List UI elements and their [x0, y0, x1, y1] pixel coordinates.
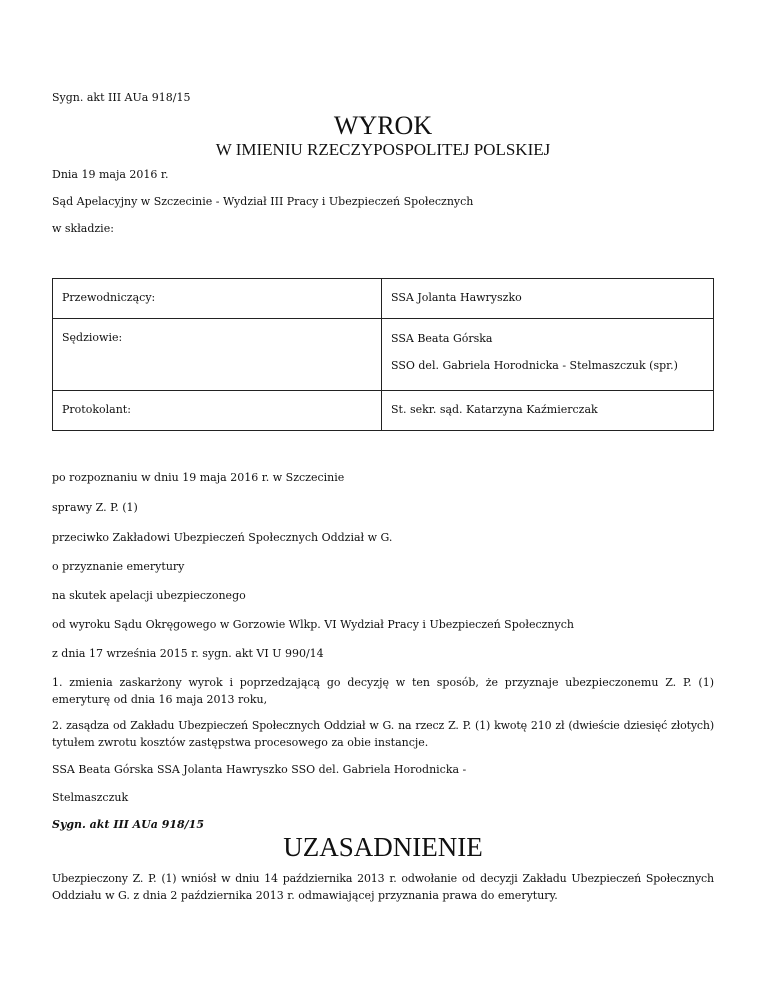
judgment-subtitle: W IMIENIU RZECZYPOSPOLITEJ POLSKIEJ [215, 140, 551, 159]
ruling-point-1 [52, 674, 714, 708]
panel-row-clerk [53, 391, 714, 431]
judges-label: Sędziowie: [53, 319, 382, 391]
judgment-date: Dnia 19 maja 2016 r. [52, 168, 169, 181]
judgment-title: WYROK [333, 111, 433, 140]
ruling-text: 1. zmienia zaskarżony wyrok i poprzedzającą go decyzję w ten sposób, że przyznaje ubezpieczonemu Z. P. (1) [52, 676, 714, 689]
justification-text: Oddziału w G. z dnia 2 października 2013 r. odmawiającej przyznania prawa do emerytury. [52, 889, 558, 902]
justification-text: Ubezpieczony Z. P. (1) wniósł w dniu 14 października 2013 r. odwołanie od decyzji Zakładu Ubezpieczeń Społecznych [52, 872, 714, 885]
court-panel-table [52, 278, 714, 431]
court-name: Sąd Apelacyjny w Szczecinie - Wydział III Pracy i Ubezpieczeń Społecznych [52, 195, 474, 208]
judges-list [382, 319, 714, 391]
proceedings-line: przeciwko Zakładowi Ubezpieczeń Społecznych Oddział w G. [52, 531, 393, 544]
justification-title: UZASADNIENIE [283, 832, 483, 862]
ruling-text: emeryturę od dnia 16 maja 2013 roku, [52, 693, 268, 706]
judge-name: SSO del. Gabriela Horodnicka - Stelmaszczuk (spr.) [391, 359, 678, 372]
chair-label: Przewodniczący: [53, 279, 382, 319]
proceedings-line: od wyroku Sądu Okręgowego w Gorzowie Wlkp. VI Wydział Pracy i Ubezpieczeń Społecznych [52, 618, 574, 631]
clerk-name: St. sekr. sąd. Katarzyna Kaźmierczak [382, 391, 714, 431]
justification-case-reference: Sygn. akt III AUa 918/15 [52, 818, 204, 831]
ruling-text: 2. zasądza od Zakładu Ubezpieczeń Społecznych Oddział w G. na rzecz Z. P. (1) kwotę 210 zł (dwieście dziesięć złotych) [52, 719, 714, 732]
panel-row-chair [53, 279, 714, 319]
signatures-line: SSA Beata Górska SSA Jolanta Hawryszko SSO del. Gabriela Horodnicka - [52, 763, 467, 776]
panel-row-judges [53, 319, 714, 391]
composition-label: w składzie: [52, 222, 114, 235]
proceedings-line: na skutek apelacji ubezpieczonego [52, 589, 246, 602]
chair-name: SSA Jolanta Hawryszko [382, 279, 714, 319]
signatures-line: Stelmaszczuk [52, 791, 129, 804]
proceedings-line: sprawy Z. P. (1) [52, 501, 138, 514]
ruling-point-2 [52, 717, 714, 751]
judge-name: SSA Beata Górska [391, 332, 493, 345]
proceedings-line: z dnia 17 września 2015 r. sygn. akt VI U 990/14 [52, 647, 324, 660]
case-reference: Sygn. akt III AUa 918/15 [52, 91, 191, 104]
proceedings-line: o przyznanie emerytury [52, 560, 185, 573]
proceedings-line: po rozpoznaniu w dniu 19 maja 2016 r. w Szczecinie [52, 471, 345, 484]
clerk-label: Protokolant: [53, 391, 382, 431]
justification-paragraph [52, 870, 714, 904]
ruling-text: tytułem zwrotu kosztów zastępstwa procesowego za obie instancje. [52, 736, 429, 749]
